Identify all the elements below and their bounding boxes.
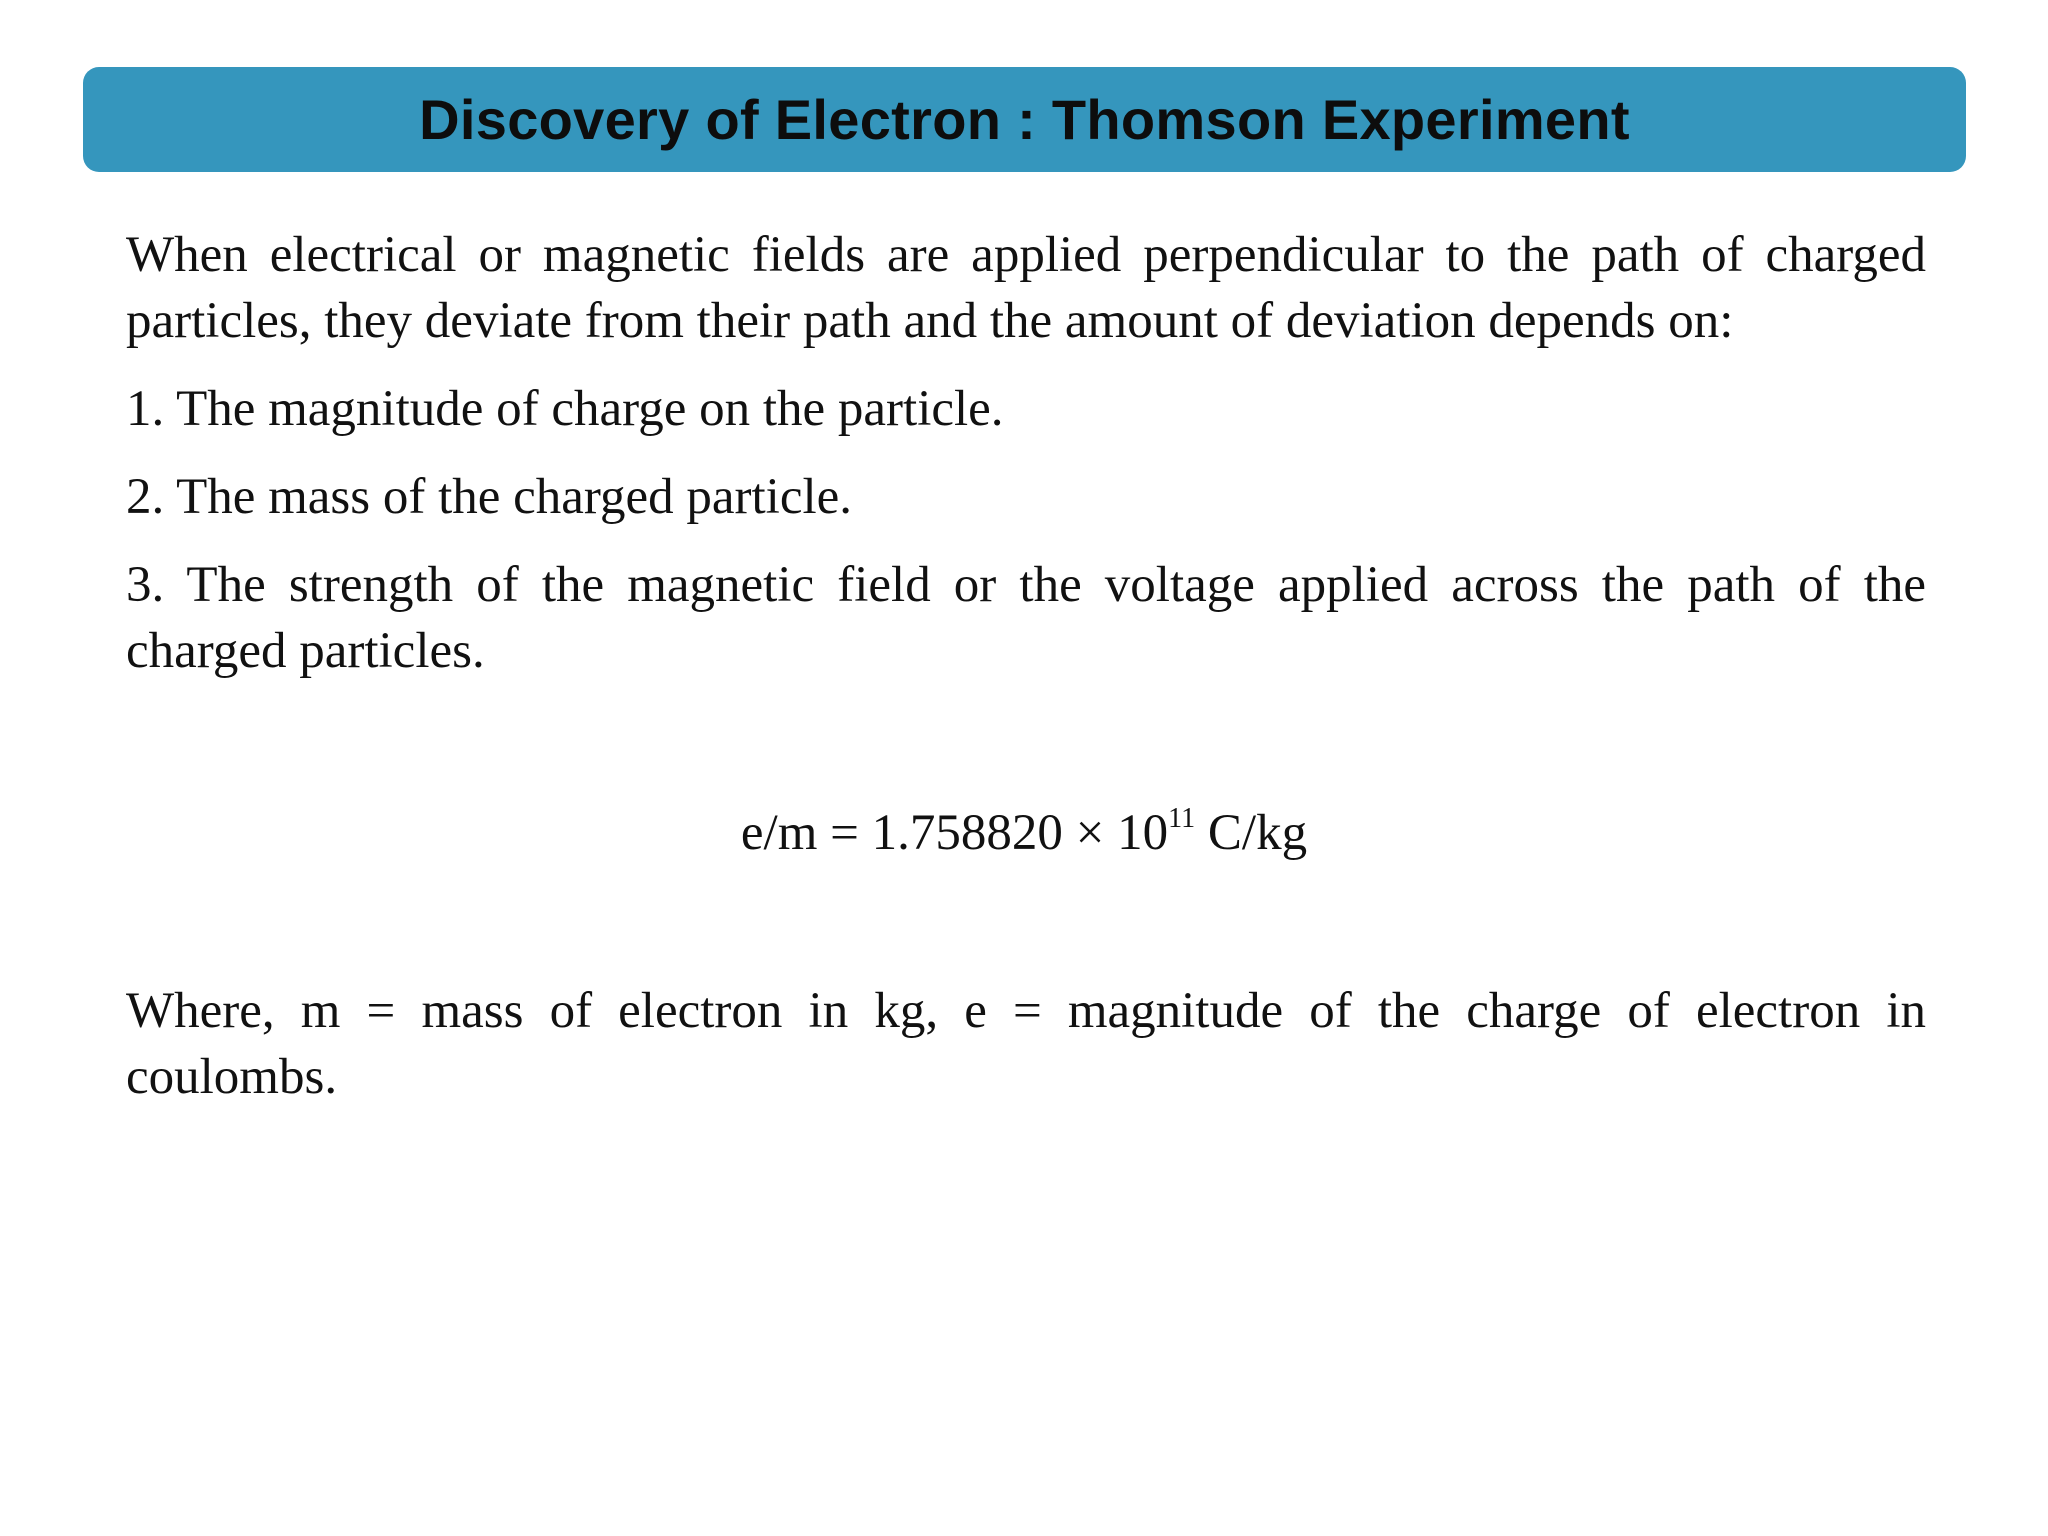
formula-lhs: e/m = 1.758820 × 10	[740, 805, 1169, 861]
point-item-2: 2. The mass of the charged particle.	[126, 469, 853, 525]
slide-body	[126, 222, 1926, 684]
formula-unit: C/kg	[1195, 805, 1308, 861]
point-item-3: 3. The strength of the magnetic field or the voltage applied across the path of the charged particles.	[126, 557, 1926, 679]
formula-exponent: 11	[1168, 803, 1196, 834]
title-bar	[83, 67, 1966, 172]
intro-paragraph: When electrical or magnetic fields are applied perpendicular to the path of charged particles, they deviate from their path and the amount of deviation depends on:	[126, 227, 1926, 349]
point-item-1: 1. The magnitude of charge on the particle.	[126, 381, 1004, 437]
formula	[0, 800, 2048, 866]
where-paragraph: Where, m = mass of electron in kg, e = magnitude of the charge of electron in coulombs.	[126, 983, 1926, 1105]
slide-title: Discovery of Electron : Thomson Experiment	[419, 88, 1630, 151]
